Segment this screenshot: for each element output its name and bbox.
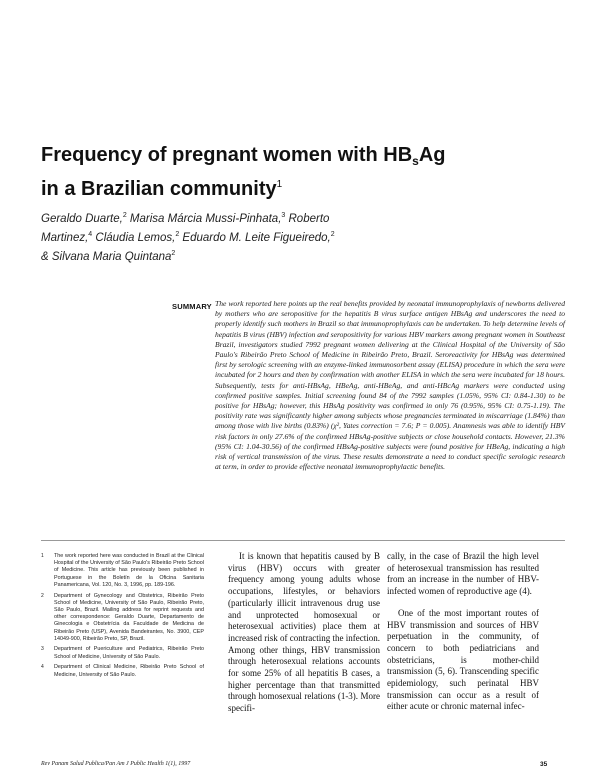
footnotes: [41, 553, 204, 682]
summary-heading: SUMMARY: [172, 302, 212, 311]
article-title: [41, 143, 561, 201]
author-list: [41, 208, 381, 265]
journal-citation: Rev Panam Salud Publica/Pan Am J Public Health 1(1), 1997: [41, 761, 191, 767]
section-divider: [41, 540, 565, 541]
body-column-2: [387, 551, 539, 713]
author: Roberto Martinez,$^4$: [41, 213, 330, 244]
title-line-1: Frequency of pregnant women with $HB_sAg$: [41, 144, 446, 168]
body-paragraph: cally, in the case of Brazil the high level of heterosexual transmission has resulted from an increase in the number of HBV-infected women of reproductive age (4).: [387, 551, 539, 597]
author: Marisa Márcia Mussi-Pinhata,$^3$: [126, 212, 286, 225]
title-footnote-ref: 1: [276, 179, 283, 190]
body-column-1: [228, 551, 380, 715]
author: Eduardo M. Leite Figueiredo,$^2$: [179, 231, 335, 244]
body-paragraph: One of the most important routes of HBV transmission and sources of HBV perpetuation in the community, of concern to both pediatricians and obstetricians, is mother-child transmission (5, 6). Transcending specific epidemiology, such perinatal HBV transmission can occur as a result of either acute or chronic maternal infec-: [387, 607, 539, 712]
author: Cláudia Lemos,$^2$: [92, 231, 180, 244]
footnote: 1 The work reported here was conducted in Brazil at the Clinical Hospital of the University of São Paulo's Ribeirão Preto School of Medicine. This article has previously been published in Portuguese in the Boletín de la Oficina Sanitaria Panamericana, Vol. 120, No. 3, 1996, pp. 189-196.: [41, 553, 204, 588]
body-paragraph: It is known that hepatitis caused by B virus (HBV) occurs with greater frequency among young adults whose occupations, lifestyles, or behaviors (particularly illicit intravenous drug use and unprotected homosexual or heterosexual activities) place them at increased risk of contracting the infection. Among other things, HBV transmission through heterosexual relations accounts for some 25% of all hepatitis B cases, a higher percentage than that transmitted through homosexual relations (1-3). More specifi-: [228, 551, 380, 714]
footnote: 3 Department of Puericulture and Pediatrics, Ribeirão Preto School of Medicine, University of São Paulo.: [41, 646, 204, 660]
summary-abstract: The work reported here points up the real benefits provided by neonatal immunoprophylaxis of newborns delivered by mothers who are seropositive for the hepatitis B virus surface antigen HBsAg and underscores the need to properly identify such mothers in Brazil so that immunoprophylaxis can be undertaken. To help determine levels of hepatitis B virus (HBV) infection and seropositivity for various HBV markers among pregnant women in Southeast Brazil, investigators studied 7992 pregnant women delivering at the Clinical Hospital of the University of São Paulo's Ribeirão Preto School of Medicine in Ribeirão Preto, Brazil. Seroreactivity for HBsAg was determined first by serologic screening with an enzyme-linked immunosorbent assay (ELISA) procedure in which the sera were incubated for 2 hours and then by confirmation with another ELISA in which the sera were incubated for 18 hours. Subsequently, tests for anti-HBsAg, HBeAg, anti-HBeAg, and anti-HBcAg markers were conducted using confirmed positive samples. Initial screening found 84 of the 7992 samples (1.05%, 95% CI: 0.84-1.30) to be positive for HBsAg; however, this HBsAg positivity was confirmed in only 76 (0.95%, 95% CI: 0.75-1.19). The positivity rate was significantly higher among subjects whose pregnancies terminated in miscarriage (1.84%) than among those with live births (0.83%) (χ², Yates correction = 7.6; P = 0.005). Anamnesis was able to identify HBV risk factors in only 27.6% of the confirmed HBsAg-positive subjects or close household contacts. However, 21.3% (95% CI: 1.04-30.56) of the confirmed HBsAg-positive subjects were found positive for HBeAg, indicating a high risk of vertical transmission of the virus. These results demonstrate a need to conduct specific serologic research at term, in order to provide effective neonatal immunoprophylactic benefits.: [215, 299, 565, 472]
title-line-2: in a Brazilian community$^1$: [41, 178, 283, 200]
page-number: 35: [540, 761, 548, 768]
author: & Silvana Maria Quintana$^2$: [41, 250, 176, 263]
footnote: 4 Department of Clinical Medicine, Ribeirão Preto School of Medicine, University of São Paulo.: [41, 664, 204, 678]
footnote: 2 Department of Gynecology and Obstetrics, Ribeirão Preto School of Medicine, University of São Paulo, Ribeirão Preto, São Paulo, Brazil. Mailing address for reprint requests and other correspondence: Geraldo Duarte, Departamento de Ginecologia e Obstetrícia da Faculdade de Medicina de Ribeirão Preto (USP), Avenida Bandeirantes, No. 3900, CEP 14049-900, Ribeirão Preto, SP, Brazil.: [41, 592, 204, 642]
author: Geraldo Duarte,$^2$: [41, 212, 127, 225]
